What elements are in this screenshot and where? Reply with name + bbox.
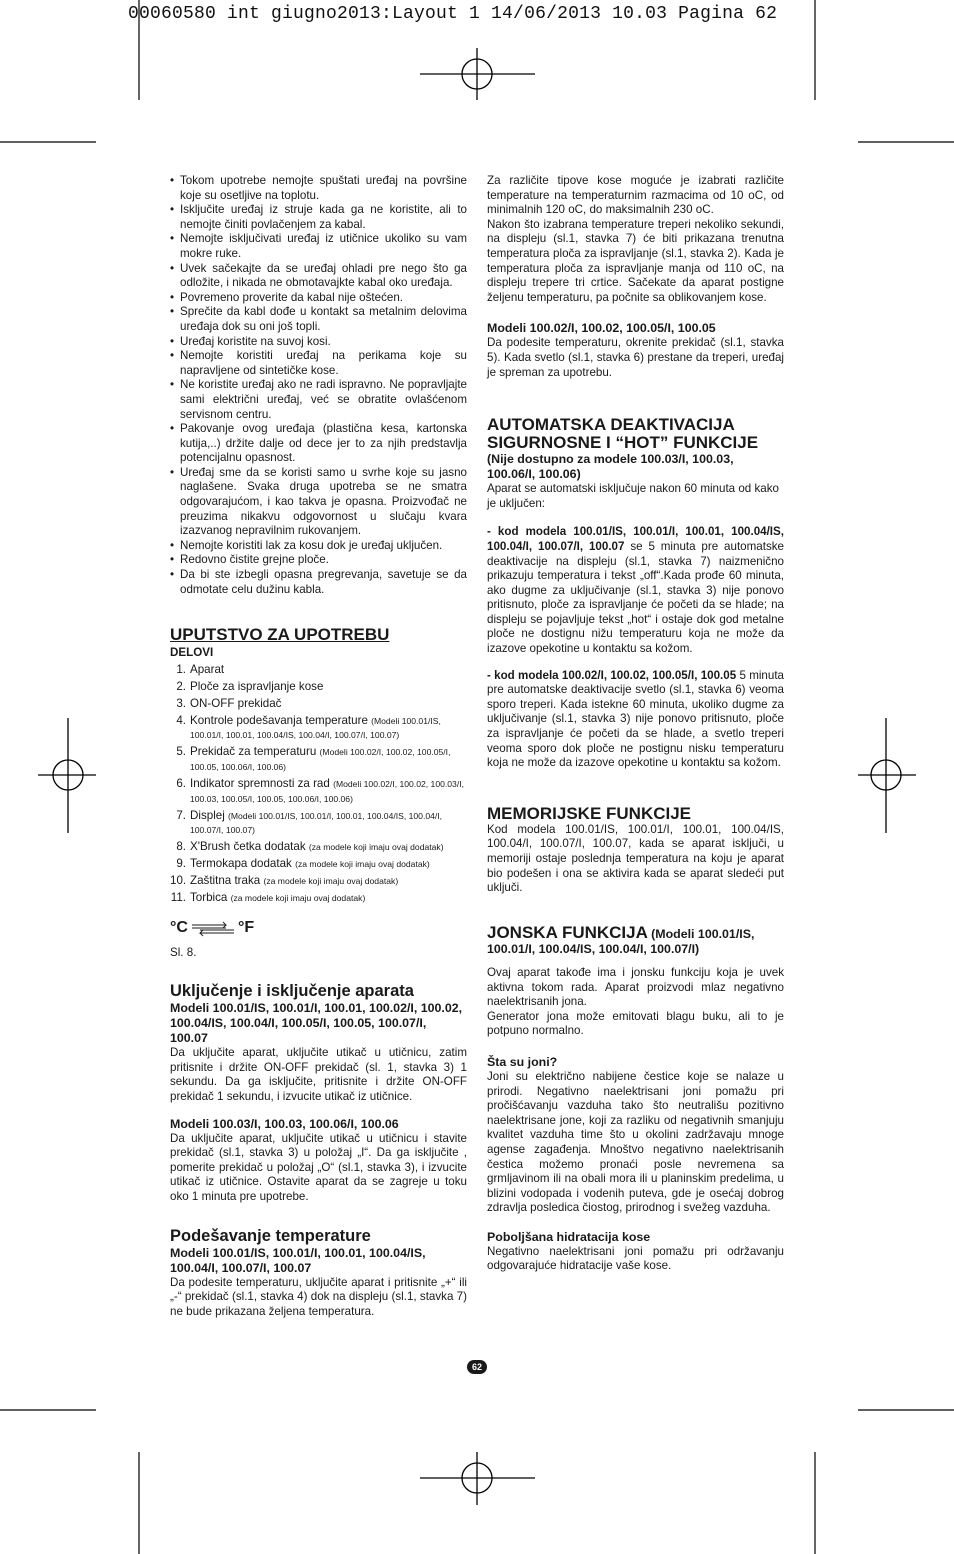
part-item xyxy=(170,891,467,906)
part-note: (Modeli 100.02/I, 100.02, 100.03/I, 100.03, 100.05/I, 100.05, 100.06/I, 100.06) xyxy=(190,778,464,804)
safety-bullet: • Uvek sačekajte da se uređaj ohladi pre nego što ga odložite, i nikada ne obmotavajkte kabal oko uređaja. xyxy=(170,262,467,291)
part-label: Ploče za ispravljanje kose xyxy=(190,679,324,693)
registration-mark-left xyxy=(38,718,96,833)
right-column xyxy=(487,174,784,1274)
temp-intro-2: Nakon što izabrana temperature treperi nekoliko sekundi, na displeju (sl.1, stavka 7) će biti prikazana trenutna temperatura ploča za ispravljanje (sl.1, stavka 2). Kada je temperatura ploča za ispravljanje manja od 110 oC, na displeju trepere tri crtice. Sačekate da aparat postigne željenu temperaturu, pa počnite sa oblikovanjem kose. xyxy=(487,217,784,304)
part-note: (Modeli 100.02/I, 100.02, 100.05/I, 100.05, 100.06/I, 100.06) xyxy=(190,747,451,772)
temperature-unit-conversion xyxy=(170,920,467,938)
safety-bullet: • Nemojte koristiti lak za kosu dok je uređaj uključen. xyxy=(170,539,467,554)
safety-bullet: • Povremeno proverite da kabal nije oštećen. xyxy=(170,291,467,306)
figure-caption: Sl. 8. xyxy=(170,945,197,959)
auto-deactivation-sub: (Nije dostupno za modele 100.03/I, 100.03, 100.06/I, 100.06) xyxy=(487,452,734,482)
part-note: (za modele koji imaju ovaj dodatak) xyxy=(230,893,366,904)
part-number: 10. xyxy=(170,874,187,888)
safety-bullet: • Nemojte koristiti uređaj na perikama koje su napravljene od sintetičke kose. xyxy=(170,349,467,378)
safety-bullet-list xyxy=(170,174,467,597)
ukljucenje-text-1: Da uključite aparat, uključite utikač u utičnicu, zatim pritisnite i držite ON-OFF prekidač (sl. 1, stavka 3) 1 sekundu. Da ga isključite, pritisnite i držite ON-OFF prekidač 1 sekundu, i izvucite utikač iz utičnice. xyxy=(170,1046,467,1103)
ions-text: Joni su električno nabijene čestice koje se nalaze u prirodi. Negativno naelektrisani joni pomažu pri pročišćavanju vazduha tako što neutrališu pozitivno naelektrisane jone, koji za razliku od negativnih smanjuju kvalitet vazduha time što u okolini zadržavaju mnoge agense zagađenja. Mnoštvo negativno naelektrisanih čestica možemo pronaći posle nevremena sa grmljavinom ili na obali mora ili u planinskim predelima, u blizini vodopada i vodenih puteva, gde je osećaj dobrog zdravlja posledica čiostog, prirodnog i svežeg vazduha. xyxy=(487,1069,784,1215)
part-label: Kontrole podešavanja temperature xyxy=(190,713,368,727)
safety-bullet: • Isključite uređaj iz struje kada ga ne koristite, ali to nemojte činiti povlačenjem za kabal. xyxy=(170,203,467,232)
auto-para-2 xyxy=(487,669,784,771)
ukljucenje-models-2: Modeli 100.03/I, 100.03, 100.06/I, 100.06 xyxy=(170,1116,399,1131)
part-label: X'Brush četka dodatak xyxy=(190,840,306,854)
hydration-text: Negativno naelektrisani joni pomažu pri održavanju odgovarajuće hidratacije vaše kose. xyxy=(487,1244,784,1273)
auto-para-2-text: 5 minuta pre automatske deaktivacije svetlo (sl.1, stavka 6) veoma sporo treperi. Kada istekne 60 minuta, ukoliko dugme za uključivanje (sl.1, stavka 3) nije ponovo pritisnuto, ploče za ispravljanje će početi da se hlade, a svetlo treperi veoma sporo dok ploče ne postignu nisku temperaturu koja ne može da izazove opekotine u kontaktu sa kožom. xyxy=(487,668,784,770)
part-label: Aparat xyxy=(190,662,225,676)
auto-para-1-text: se 5 minuta pre automatske deaktivacije na displeju (sl.1, stavka 7) naizmenično prikazuju temperatura i tekst „off“.Kada prođe 60 minuta, ako dugme za uključivanje (sl.1, stavka 3) nije ponovo pritisnuto, ploče za ispravljanje će početi da se hlade; na displeju se pojavljuje tekst „hot“ i ostaje dok god metalne ploče ne dostignu nižu temperaturu koja ne može da izazove opekotine u kontaktu sa kožom. xyxy=(487,539,784,656)
safety-bullet: • Uređaj sme da se koristi samo u svrhe koje su jasno naglašene. Svaka druga upotreba se ne smatra odgovarajućom, i kao takva je opasna. Proizvođač ne preuzima nikakvu odgovornost u slučaju kvara izazvanog nepravilnim rukovanjem. xyxy=(170,466,467,539)
part-note: (za modele koji imaju ovaj dodatak) xyxy=(295,859,430,870)
safety-bullet: • Ne koristite uređaj ako ne radi ispravno. Ne popravljajte sami električni uređaj, već se obratite ovlašćenom servisnom centru. xyxy=(170,378,467,422)
part-number: 7. xyxy=(176,808,186,822)
podesavanje-models: Modeli 100.01/IS, 100.01/I, 100.01, 100.04/IS, 100.04/I, 100.07/I, 100.07 xyxy=(170,1245,426,1275)
memory-heading: MEMORIJSKE FUNKCIJE xyxy=(487,803,692,823)
part-note: (Modeli 100.01/IS, 100.01/I, 100.01, 100.04/IS, 100.04/I, 100.07/I, 100.07) xyxy=(190,715,441,741)
auto-deactivation-heading: AUTOMATSKA DEAKTIVACIJA SIGURNOSNE I “HOT” FUNKCIJE xyxy=(487,415,759,453)
ionic-models: (Modeli 100.01/IS, 100.01/I, 100.04/IS, 100.04/I, 100.07/I) xyxy=(487,926,755,957)
part-number: 3. xyxy=(176,696,186,710)
uputstvo-heading: UPUTSTVO ZA UPOTREBU xyxy=(170,625,390,645)
page-number-badge: 62 xyxy=(467,1360,487,1374)
part-item xyxy=(170,874,467,889)
part-label: Indikator spremnosti za rad xyxy=(190,776,330,790)
safety-bullet: • Sprečite da kabl dođe u kontakt sa metalnim delovima uređaja dok su oni još topli. xyxy=(170,305,467,334)
hydration-heading: Poboljšana hidratacija kose xyxy=(487,1229,651,1244)
ionic-title: JONSKA FUNKCIJA xyxy=(487,922,648,942)
part-note: (za modele koji imaju ovaj dodatak) xyxy=(263,876,399,887)
ionic-text-1: Ovaj aparat takođe ima i jonsku funkciju koja je uvek aktivna tokom rada. Aparat proizvodi mlaz negativno naelektrisanih jona. xyxy=(487,965,784,1009)
part-item xyxy=(170,840,467,855)
part-number: 2. xyxy=(176,679,186,693)
parts-list xyxy=(170,663,467,906)
part-item xyxy=(170,857,467,872)
celsius-label: °C xyxy=(170,919,188,937)
part-label: Torbica xyxy=(190,891,228,905)
part-number: 4. xyxy=(176,713,186,727)
podesavanje-heading: Podešavanje temperature xyxy=(170,1226,371,1245)
ionic-text-2: Generator jona može emitovati blagu buku, ali to je potpuno normalno. xyxy=(487,1009,784,1038)
part-item xyxy=(170,697,467,712)
part-number: 6. xyxy=(176,776,186,790)
part-label: Prekidač za temperaturu xyxy=(190,745,317,759)
safety-bullet: • Nemojte isključivati uređaj iz utičnice ukoliko su vam mokre ruke. xyxy=(170,232,467,261)
part-number: 5. xyxy=(176,745,186,759)
auto-deactivation-text: Aparat se automatski isključuje nakon 60 minuta od kako je uključen: xyxy=(487,482,779,510)
ukljucenje-text-2: Da uključite aparat, uključite utikač u utičnicu i stavite prekidač (sl.1, stavka 3) u položaj „I“. Da ga isključite , pomerite prekidač u položaj „O“ (sl.1, stavka 3), i izvucite utikač iz utičnice. Ostavite aparat da se zagreje u toku oko 1 minuta pre upotrebe. xyxy=(170,1131,467,1203)
part-label: Termokapa dodatak xyxy=(190,857,292,871)
part-note: (za modele koji imaju ovaj dodatak) xyxy=(308,842,444,853)
print-slug: 00060580 int giugno2013:Layout 1 14/06/2013 10.03 Pagina 62 xyxy=(128,4,778,24)
convert-arrows-icon xyxy=(190,920,236,938)
safety-bullet: • Redovno čistite grejne ploče. xyxy=(170,553,467,568)
models-temp-heading: Modeli 100.02/I, 100.02, 100.05/I, 100.05 xyxy=(487,321,716,336)
part-item xyxy=(170,680,467,695)
ionic-heading xyxy=(487,922,784,958)
auto-para-1-models: - kod modela 100.01/IS, 100.01/I, 100.01, 100.04/IS, 100.04/I, 100.07/I, 100.07 xyxy=(487,525,784,553)
safety-bullet: • Pakovanje ovog uređaja (plastična kesa, kartonska kutija,..) držite dalje od dece jer to za njih predstavlja potencijalnu opasnost. xyxy=(170,422,467,466)
registration-mark-bottom xyxy=(420,1452,535,1505)
auto-para-2-models: - kod modela 100.02/I, 100.02, 100.05/I, 100.05 xyxy=(487,668,737,682)
ukljucenje-heading: Uključenje i isključenje aparata xyxy=(170,982,414,1001)
left-column xyxy=(170,174,467,1319)
part-item xyxy=(170,777,467,806)
auto-para-1 xyxy=(487,525,784,656)
safety-bullet: • Tokom upotrebe nemojte spuštati uređaj na površine koje su osetljive na toplotu. xyxy=(170,174,467,203)
part-item xyxy=(170,745,467,774)
podesavanje-text: Da podesite temperaturu, uključite aparat i pritisnite „+“ ili „-“ prekidač (sl.1, stavka 4) dok na displeju (sl.1, stavka 7) ne bude prikazana željena temperatura. xyxy=(170,1275,467,1318)
delovi-label: DELOVI xyxy=(170,646,214,660)
part-number: 11. xyxy=(170,891,186,905)
part-number: 9. xyxy=(176,857,186,871)
part-note: (Modeli 100.01/IS, 100.01/I, 100.01, 100.04/IS, 100.04/I, 100.07/I, 100.07) xyxy=(190,810,443,836)
part-number: 8. xyxy=(176,840,186,854)
part-label: Displej xyxy=(190,808,225,822)
ions-heading: Šta su joni? xyxy=(487,1054,558,1069)
fahrenheit-label: °F xyxy=(237,919,255,937)
models-temp-text: Da podesite temperaturu, okrenite prekidač (sl.1, stavka 5). Kada svetlo (sl.1, stavka 6) prestane da treperi, uređaj je spreman za upotrebu. xyxy=(487,336,784,379)
safety-bullet: • Uređaj koristite na suvoj kosi. xyxy=(170,335,467,350)
memory-text: Kod modela 100.01/IS, 100.01/I, 100.01, 100.04/IS, 100.04/I, 100.07/I, 100.07, kada se aparat isključi, u memoriji ostaje poslednja temperatura na koju je aparat bio podešen i ona se aktivira kada se aparat sledeći put uključi. xyxy=(487,822,784,895)
temp-intro-1: Za različite tipove kose moguće je izabrati različite temperature na temperaturnim razmacima od 10 oC, od minimalnih 120 oC, do maksimalnih 230 oC. xyxy=(487,174,784,217)
part-label: ON-OFF prekidač xyxy=(190,696,282,710)
part-label: Zaštitna traka xyxy=(190,874,261,888)
registration-mark-top xyxy=(420,48,535,100)
registration-mark-right xyxy=(858,718,916,833)
part-item xyxy=(170,714,467,743)
part-number: 1. xyxy=(176,662,186,676)
part-item xyxy=(170,663,467,678)
ukljucenje-models-1: Modeli 100.01/IS, 100.01/I, 100.01, 100.02/I, 100.02, 100.04/IS, 100.04/I, 100.05/I, 100.05, 100.07/I, 100.07 xyxy=(170,1001,463,1046)
safety-bullet: • Da bi ste izbegli opasna pregrevanja, savetuje se da odmotate celu dužinu kabla. xyxy=(170,568,467,597)
part-item xyxy=(170,809,467,838)
